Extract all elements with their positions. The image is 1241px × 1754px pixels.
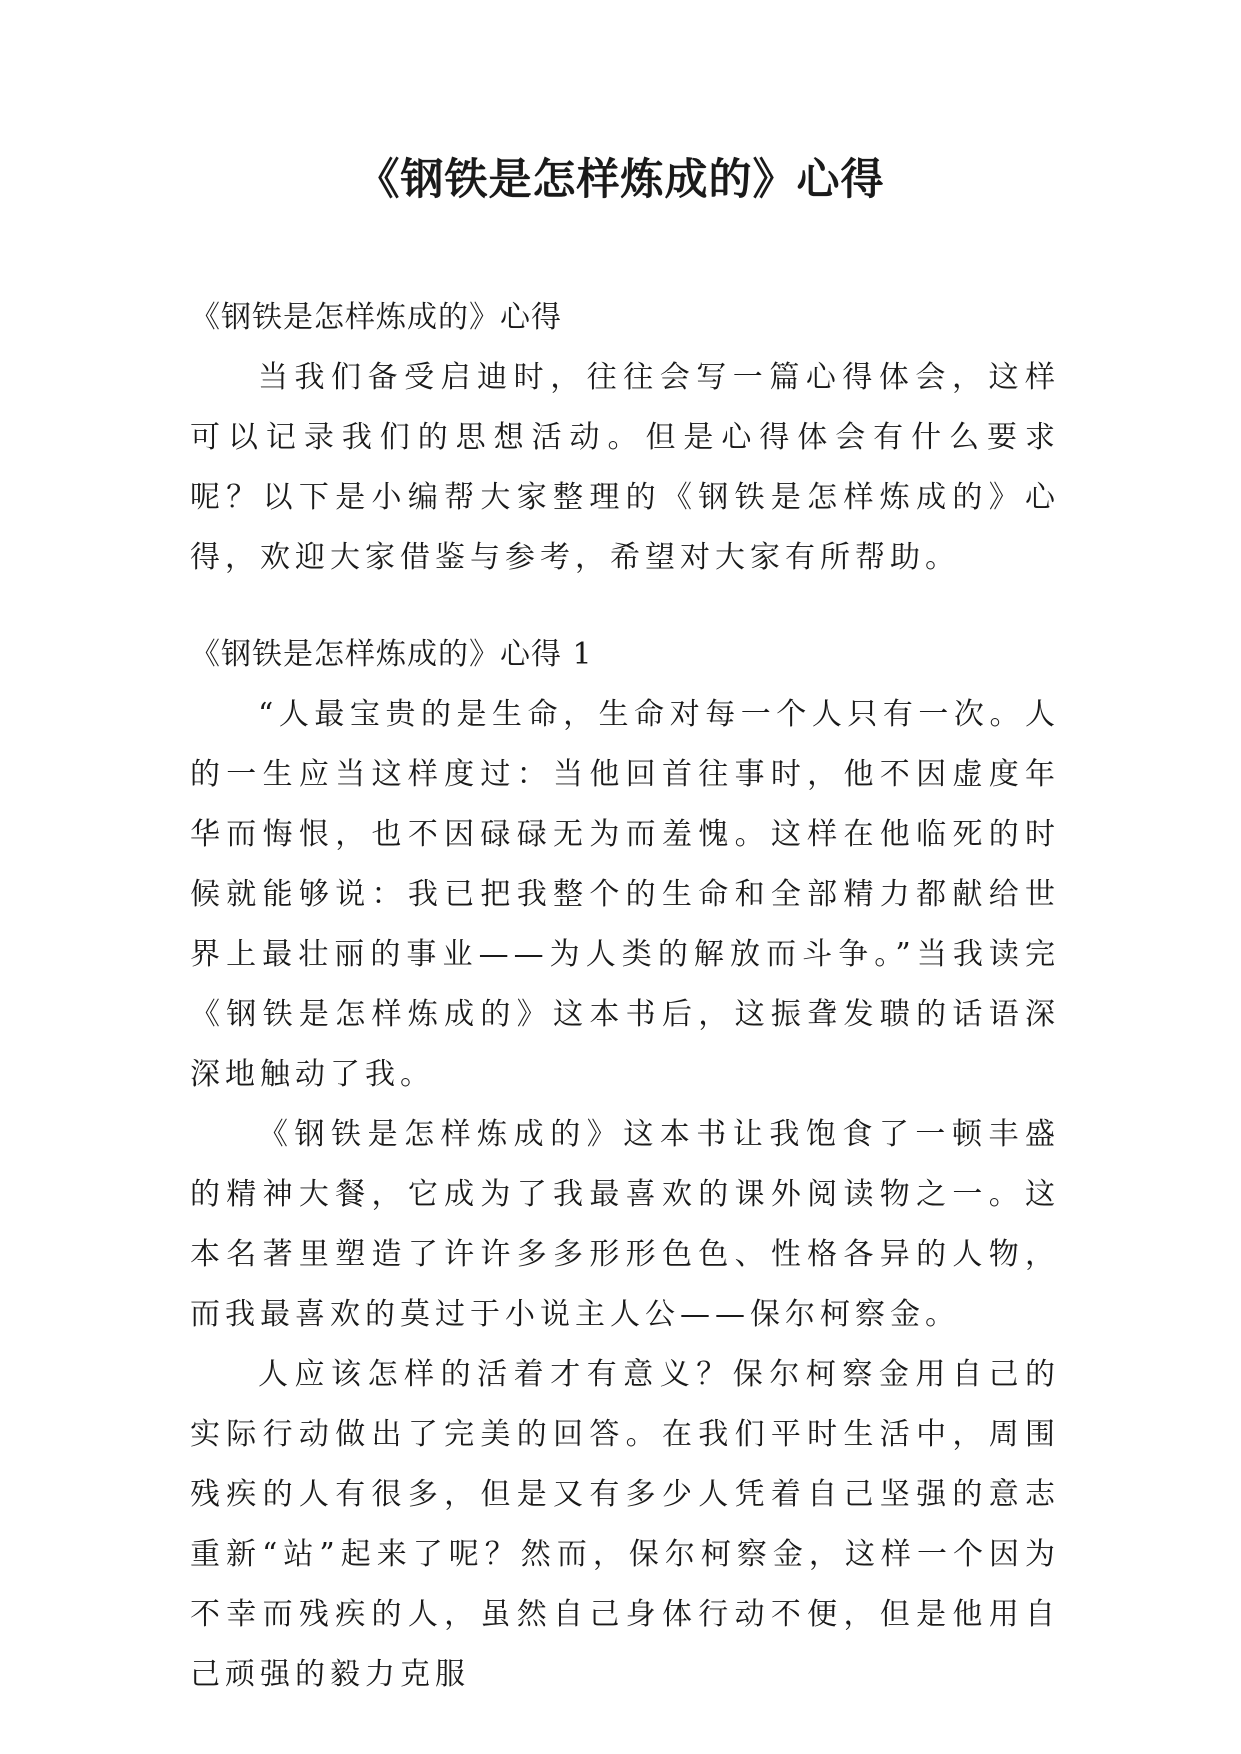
intro-section <box>190 288 1060 588</box>
section-heading: 《钢铁是怎样炼成的》心得 1 <box>190 637 593 672</box>
body-paragraph-1: “人最宝贵的是生命，生命对每一个人只有一次。人的一生应当这样度过：当他回首往事时，他不因虚度年华而悔恨，也不因碌碌无为而羞愧。这样在他临死的时候就能够说：我已把我整个的生命和全部精力都献给世界上最壮丽的事业——为人类的解放而斗争。”当我读完《钢铁是怎样炼成的》这本书后，这振聋发聩的话语深深地触动了我。 <box>190 697 1060 1092</box>
body-paragraph-2: 《钢铁是怎样炼成的》这本书让我饱食了一顿丰盛的精神大餐，它成为了我最喜欢的课外阅读物之一。这本名著里塑造了许许多多形形色色、性格各异的人物，而我最喜欢的莫过于小说主人公——保尔柯察金。 <box>190 1117 1060 1332</box>
body-paragraph-3: 人应该怎样的活着才有意义？保尔柯察金用自己的实际行动做出了完美的回答。在我们平时生活中，周围残疾的人有很多，但是又有多少人凭着自己坚强的意志重新“站”起来了呢？然而，保尔柯察金，这样一个因为不幸而残疾的人，虽然自己身体行动不便，但是他用自己顽强的毅力克服 <box>190 1357 1060 1692</box>
essay-section-1 <box>190 625 1060 1705</box>
intro-heading: 《钢铁是怎样炼成的》心得 <box>190 300 562 335</box>
document-title: 《钢铁是怎样炼成的》心得 <box>356 155 885 205</box>
intro-paragraph: 当我们备受启迪时，往往会写一篇心得体会，这样可以记录我们的思想活动。但是心得体会有什么要求呢？以下是小编帮大家整理的《钢铁是怎样炼成的》心得，欢迎大家借鉴与参考，希望对大家有所帮助。 <box>190 360 1060 575</box>
